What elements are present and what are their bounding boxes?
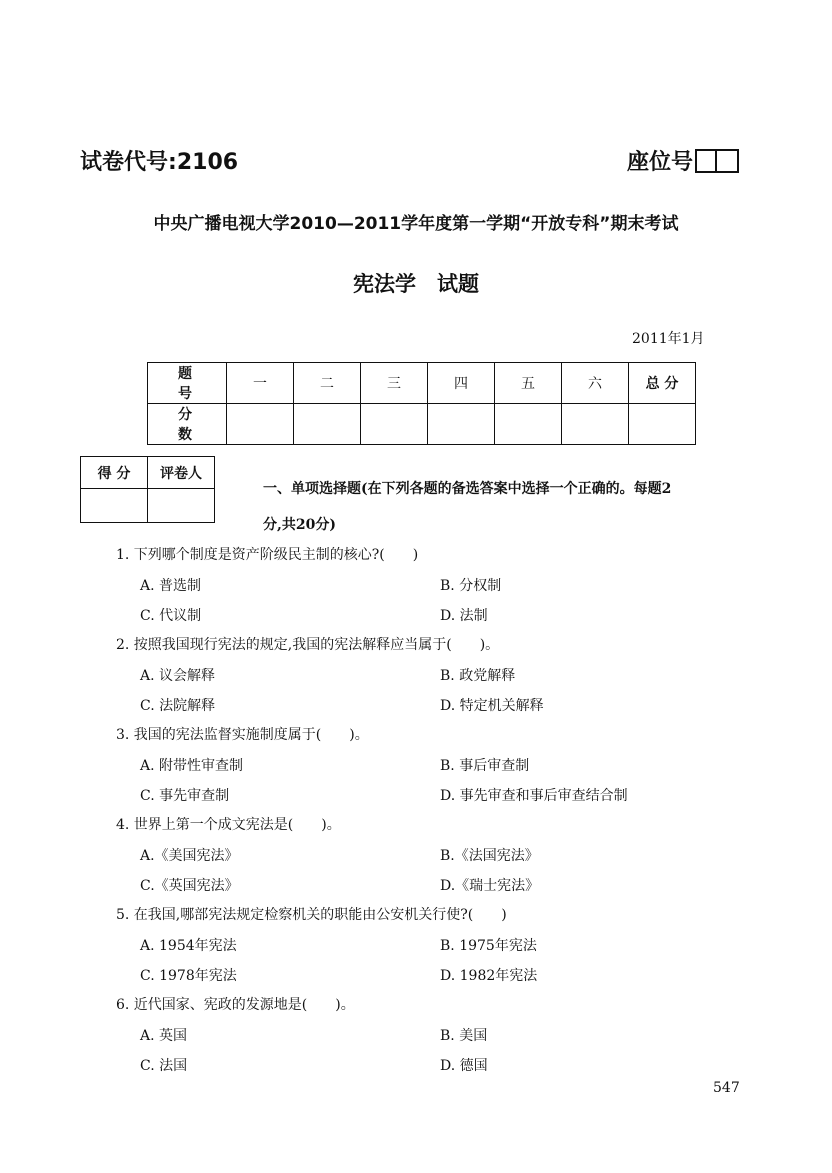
question-1-option-b: B. 分权制 [440, 578, 502, 594]
score-table-header-row [148, 363, 696, 404]
score-row-label: 分 数 [148, 404, 227, 445]
page-number: 547 [713, 1080, 740, 1096]
question-4-option-d: D.《瑞士宪法》 [440, 878, 540, 894]
question-3-option-c: C. 事先审查制 [140, 788, 230, 804]
score-cell [361, 404, 428, 445]
paper-code: 试卷代号:2106 [80, 150, 239, 175]
question-3-option-d: D. 事先审查和事后审查结合制 [440, 788, 628, 804]
question-1-stem: 1. 下列哪个制度是资产阶级民主制的核心?( ) [116, 547, 419, 563]
question-4-option-a: A.《美国宪法》 [140, 848, 239, 864]
paper-code-label: 试卷代号 [80, 150, 169, 175]
seat-number-boxes [695, 149, 739, 173]
seat-label: 座位号 [627, 150, 694, 175]
grader-name-cell [148, 489, 215, 523]
score-cell [227, 404, 294, 445]
question-5-stem: 5. 在我国,哪部宪法规定检察机关的职能由公安机关行使?( ) [116, 907, 507, 923]
question-3-option-b: B. 事后审查制 [440, 758, 530, 774]
question-1-option-a: A. 普选制 [140, 578, 202, 594]
seat-box [695, 149, 717, 173]
question-1-option-d: D. 法制 [440, 608, 488, 624]
exam-title: 中央广播电视大学2010—2011学年度第一学期“开放专科”期末考试 [153, 214, 679, 234]
grader-table [80, 456, 215, 523]
question-2-stem: 2. 按照我国现行宪法的规定,我国的宪法解释应当属于( )。 [116, 637, 500, 653]
question-6-option-a: A. 英国 [140, 1028, 188, 1044]
score-cell [428, 404, 495, 445]
question-6-option-c: C. 法国 [140, 1058, 188, 1074]
question-6-option-d: D. 德国 [440, 1058, 488, 1074]
grader-name-header: 评卷人 [148, 457, 215, 489]
seat-number [627, 145, 739, 176]
question-4-stem: 4. 世界上第一个成文宪法是( )。 [116, 817, 341, 833]
score-table-header-cell: 六 [562, 363, 629, 404]
question-3-stem: 3. 我国的宪法监督实施制度属于( )。 [116, 727, 369, 743]
section-heading-line1: 一、单项选择题(在下列各题的备选答案中选择一个正确的。每题2 [263, 481, 672, 497]
question-2-option-d: D. 特定机关解释 [440, 698, 544, 714]
question-1-option-c: C. 代议制 [140, 608, 202, 624]
grader-score-cell [81, 489, 148, 523]
score-table-header-cell: 总 分 [629, 363, 696, 404]
score-table-header-cell: 三 [361, 363, 428, 404]
score-table [147, 362, 696, 445]
exam-date: 2011年1月 [632, 331, 705, 347]
score-table-header-cell: 二 [294, 363, 361, 404]
question-2-option-a: A. 议会解释 [140, 668, 216, 684]
score-cell [294, 404, 361, 445]
grader-score-header: 得 分 [81, 457, 148, 489]
question-6-option-b: B. 美国 [440, 1028, 488, 1044]
subject-title: 宪法学 试题 [353, 272, 479, 296]
question-5-option-b: B. 1975年宪法 [440, 938, 537, 954]
score-table-header-cell: 题 号 [148, 363, 227, 404]
question-4-option-b: B.《法国宪法》 [440, 848, 539, 864]
question-5-option-d: D. 1982年宪法 [440, 968, 538, 984]
paper-code-value: 2106 [176, 150, 239, 175]
score-table-header-cell: 四 [428, 363, 495, 404]
question-3-option-a: A. 附带性审查制 [140, 758, 244, 774]
question-2-option-b: B. 政党解释 [440, 668, 516, 684]
section-heading-line2: 分,共20分) [263, 517, 336, 533]
question-5-option-c: C. 1978年宪法 [140, 968, 237, 984]
score-table-header-cell: 一 [227, 363, 294, 404]
score-table-header-cell: 五 [495, 363, 562, 404]
question-2-option-c: C. 法院解释 [140, 698, 216, 714]
score-cell [562, 404, 629, 445]
question-4-option-c: C.《英国宪法》 [140, 878, 239, 894]
question-5-option-a: A. 1954年宪法 [140, 938, 237, 954]
score-table-score-row [148, 404, 696, 445]
score-cell [629, 404, 696, 445]
question-6-stem: 6. 近代国家、宪政的发源地是( )。 [116, 997, 355, 1013]
seat-box [717, 149, 739, 173]
score-cell [495, 404, 562, 445]
